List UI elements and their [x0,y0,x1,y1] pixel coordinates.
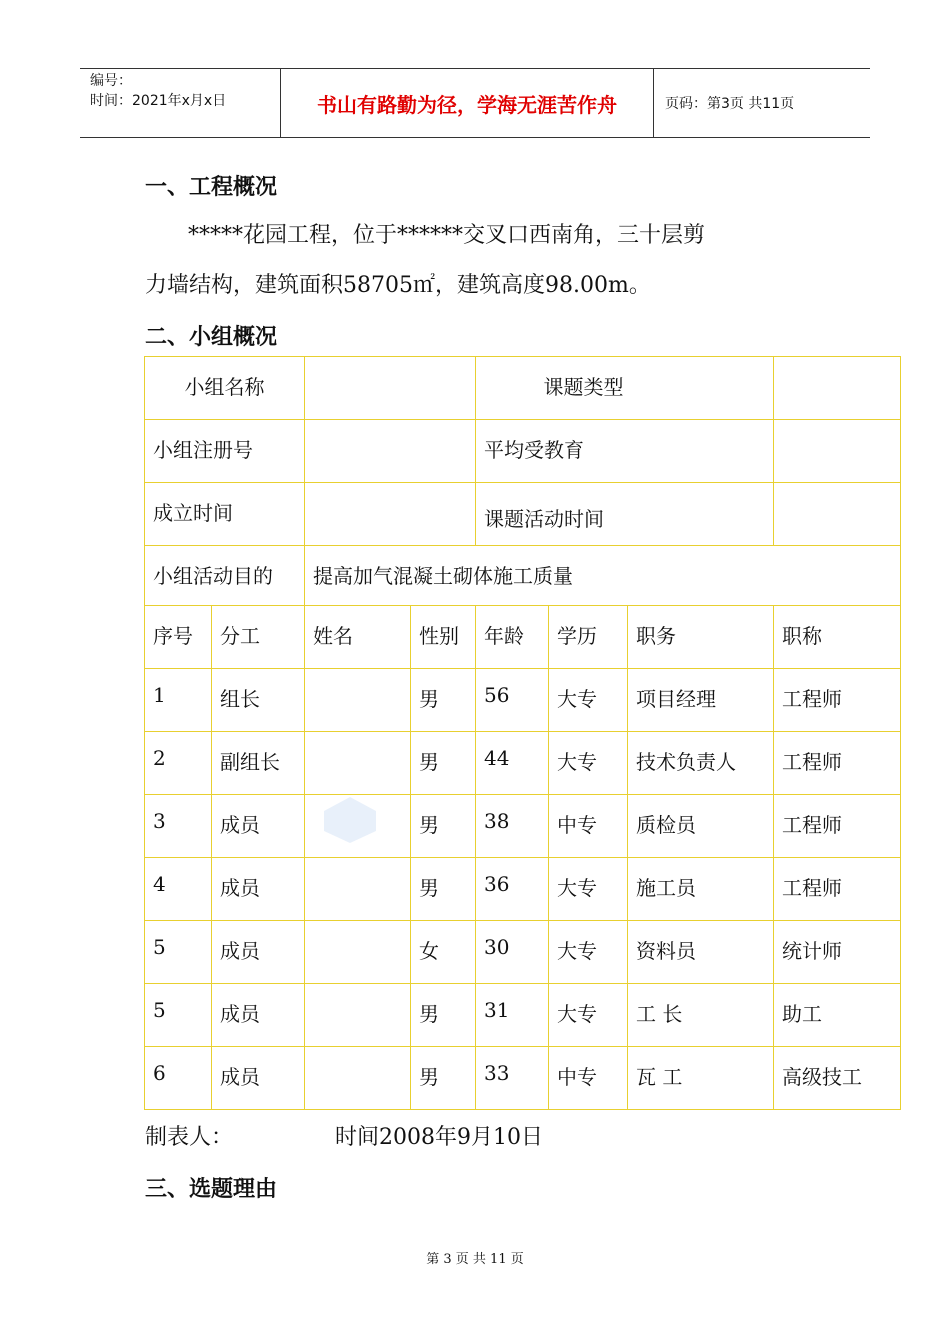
table-cell [305,858,411,921]
table-cell: 大专 [549,669,628,732]
table-cell: 工程师 [774,732,901,795]
group-table [144,356,901,1110]
topic-type-label: 课题类型 [476,357,774,420]
group-name-value [305,357,476,420]
table-row [145,1047,901,1110]
table-cell: 男 [411,1047,476,1110]
table-cell: 男 [411,795,476,858]
section2-title: 二、小组概况 [145,325,278,350]
table-cell: 资料员 [628,921,774,984]
table-cell: 组长 [212,669,305,732]
reg-no-value [305,420,476,483]
table-date: 时间2008年9月10日 [335,1125,543,1150]
table-cell [305,1047,411,1110]
table-cell: 成员 [212,858,305,921]
watermark-logo-icon [320,795,380,845]
col-header: 学历 [549,606,628,669]
founded-value [305,483,476,546]
goal-label: 小组活动目的 [145,546,305,606]
page-header [80,68,870,138]
table-row [145,546,901,606]
table-cell: 36 [476,858,549,921]
table-row [145,669,901,732]
table-cell: 4 [145,858,212,921]
table-row [145,795,901,858]
table-cell: 44 [476,732,549,795]
table-cell: 31 [476,984,549,1047]
table-row [145,984,901,1047]
table-cell: 5 [145,984,212,1047]
page-footer: 第 3 页 共 11 页 [426,1252,524,1267]
table-row [145,420,901,483]
table-cell: 2 [145,732,212,795]
col-header: 序号 [145,606,212,669]
table-cell: 大专 [549,732,628,795]
table-cell [305,921,411,984]
col-header: 职称 [774,606,901,669]
table-row [145,732,901,795]
table-cell: 6 [145,1047,212,1110]
table-cell: 瓦 工 [628,1047,774,1110]
table-cell: 施工员 [628,858,774,921]
section1-line2: 力墙结构，建筑面积58705㎡，建筑高度98.00m。 [145,273,651,298]
founded-label: 成立时间 [145,483,305,546]
table-cell: 30 [476,921,549,984]
table-cell: 成员 [212,921,305,984]
code-label: 编号： [90,73,132,89]
table-row [145,921,901,984]
table-cell [305,984,411,1047]
section3-title: 三、选题理由 [145,1177,278,1202]
col-header: 年龄 [476,606,549,669]
table-cell: 成员 [212,1047,305,1110]
activity-time-label: 课题活动时间 [476,483,774,546]
header-page-info: 页码：第3页 共11页 [665,96,795,112]
table-cell: 男 [411,732,476,795]
table-cell: 质检员 [628,795,774,858]
table-cell: 33 [476,1047,549,1110]
maker-label: 制表人： [145,1125,234,1150]
activity-time-value [774,483,901,546]
col-header: 姓名 [305,606,411,669]
header-motto: 书山有路勤为径，学海无涯苦作舟 [281,69,654,137]
section1-title: 一、工程概况 [145,175,278,200]
table-cell: 高级技工 [774,1047,901,1110]
table-cell: 助工 [774,984,901,1047]
table-cell: 大专 [549,921,628,984]
table-header-row [145,606,901,669]
table-row [145,858,901,921]
table-cell: 大专 [549,984,628,1047]
col-header: 分工 [212,606,305,669]
table-cell: 大专 [549,858,628,921]
table-cell: 38 [476,795,549,858]
table-cell: 工程师 [774,669,901,732]
header-meta [80,69,281,137]
table-cell: 项目经理 [628,669,774,732]
table-cell: 男 [411,858,476,921]
table-cell: 工程师 [774,795,901,858]
table-cell: 男 [411,984,476,1047]
education-label: 平均受教育 [476,420,774,483]
table-cell [305,669,411,732]
table-cell: 56 [476,669,549,732]
table-row [145,483,901,546]
table-cell: 副组长 [212,732,305,795]
reg-no-label: 小组注册号 [145,420,305,483]
table-row [145,357,901,420]
table-cell: 中专 [549,795,628,858]
table-cell: 技术负责人 [628,732,774,795]
table-cell: 统计师 [774,921,901,984]
table-cell: 5 [145,921,212,984]
table-cell: 1 [145,669,212,732]
table-cell: 男 [411,669,476,732]
col-header: 性别 [411,606,476,669]
table-cell: 女 [411,921,476,984]
table-cell [305,732,411,795]
table-cell: 成员 [212,984,305,1047]
table-cell: 中专 [549,1047,628,1110]
table-cell: 成员 [212,795,305,858]
topic-type-value [774,357,901,420]
goal-value: 提高加气混凝土砌体施工质量 [305,546,901,606]
table-cell: 工程师 [774,858,901,921]
section1-line1: *****花园工程，位于******交叉口西南角，三十层剪 [188,223,706,248]
table-cell: 3 [145,795,212,858]
col-header: 职务 [628,606,774,669]
group-name-label: 小组名称 [145,357,305,420]
time-label: 时间：2021年x月x日 [90,93,227,109]
education-value [774,420,901,483]
table-cell: 工 长 [628,984,774,1047]
